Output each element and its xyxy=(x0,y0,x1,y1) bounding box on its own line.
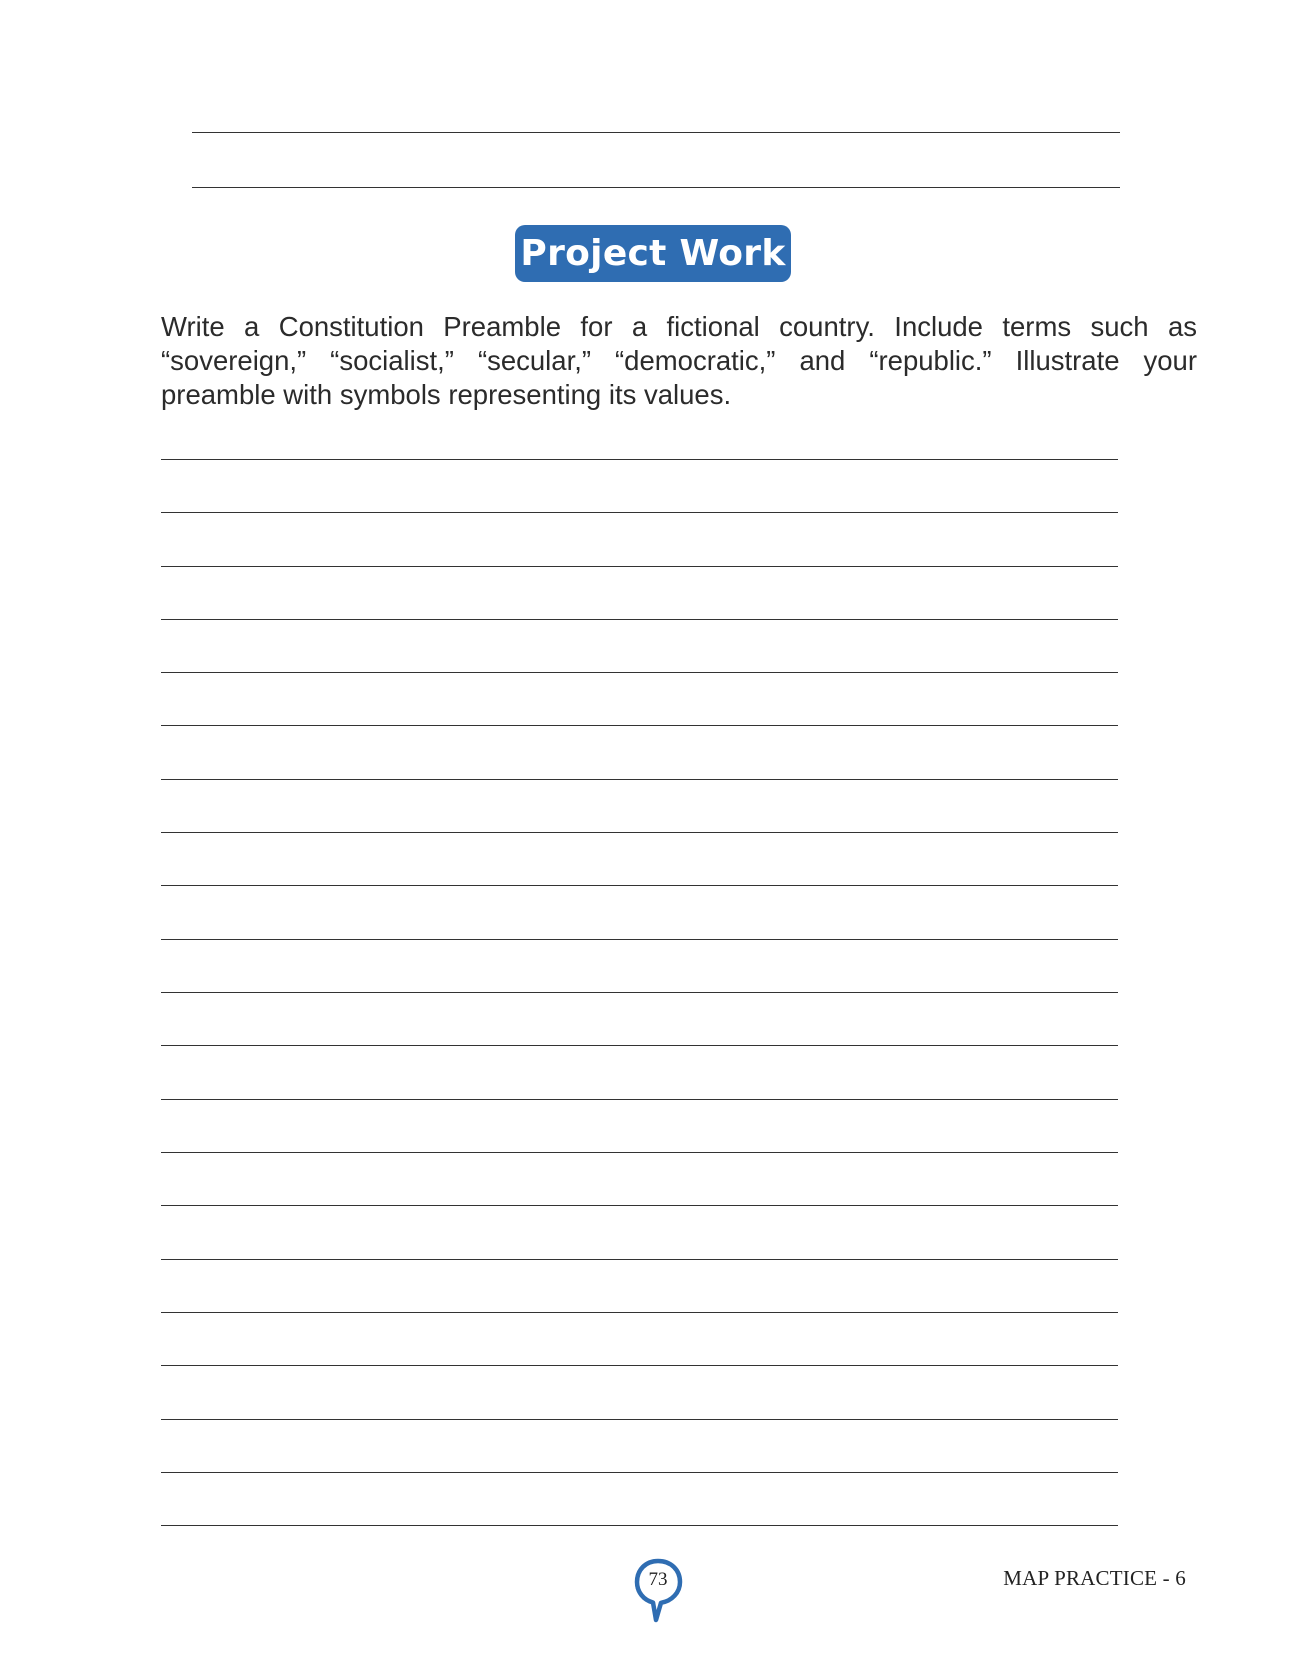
answer-line xyxy=(161,885,1118,886)
answer-line xyxy=(161,779,1118,780)
answer-line xyxy=(161,1259,1118,1260)
answer-line xyxy=(161,1312,1118,1313)
answer-line xyxy=(161,672,1118,673)
page-number-marker xyxy=(634,1558,684,1624)
answer-line xyxy=(161,512,1118,513)
answer-line xyxy=(161,832,1118,833)
answer-line xyxy=(161,1099,1118,1100)
answer-line xyxy=(161,992,1118,993)
answer-line xyxy=(161,1205,1118,1206)
answer-line xyxy=(161,1419,1118,1420)
answer-line xyxy=(192,132,1120,133)
book-title: MAP PRACTICE - 6 xyxy=(1003,1566,1186,1590)
speech-bubble-icon xyxy=(634,1558,684,1624)
instruction-text: Write a Constitution Preamble for a fictional country. Include terms such as “sovereign,” “socialist,” “secular,” “democratic,” and “republic.” Illustrate your preamble with symbols representing its values. xyxy=(161,311,1197,410)
answer-line xyxy=(161,1152,1118,1153)
answer-line xyxy=(161,939,1118,940)
project-work-title: Project Work xyxy=(520,233,786,274)
answer-line xyxy=(192,187,1120,188)
answer-line xyxy=(161,1472,1118,1473)
project-work-heading xyxy=(515,225,791,282)
answer-line xyxy=(161,1525,1118,1526)
answer-line xyxy=(161,566,1118,567)
page-number: 73 xyxy=(648,1569,668,1590)
answer-line xyxy=(161,619,1118,620)
answer-line xyxy=(161,725,1118,726)
answer-line xyxy=(161,1365,1118,1366)
answer-line xyxy=(161,459,1118,460)
answer-line xyxy=(161,1045,1118,1046)
